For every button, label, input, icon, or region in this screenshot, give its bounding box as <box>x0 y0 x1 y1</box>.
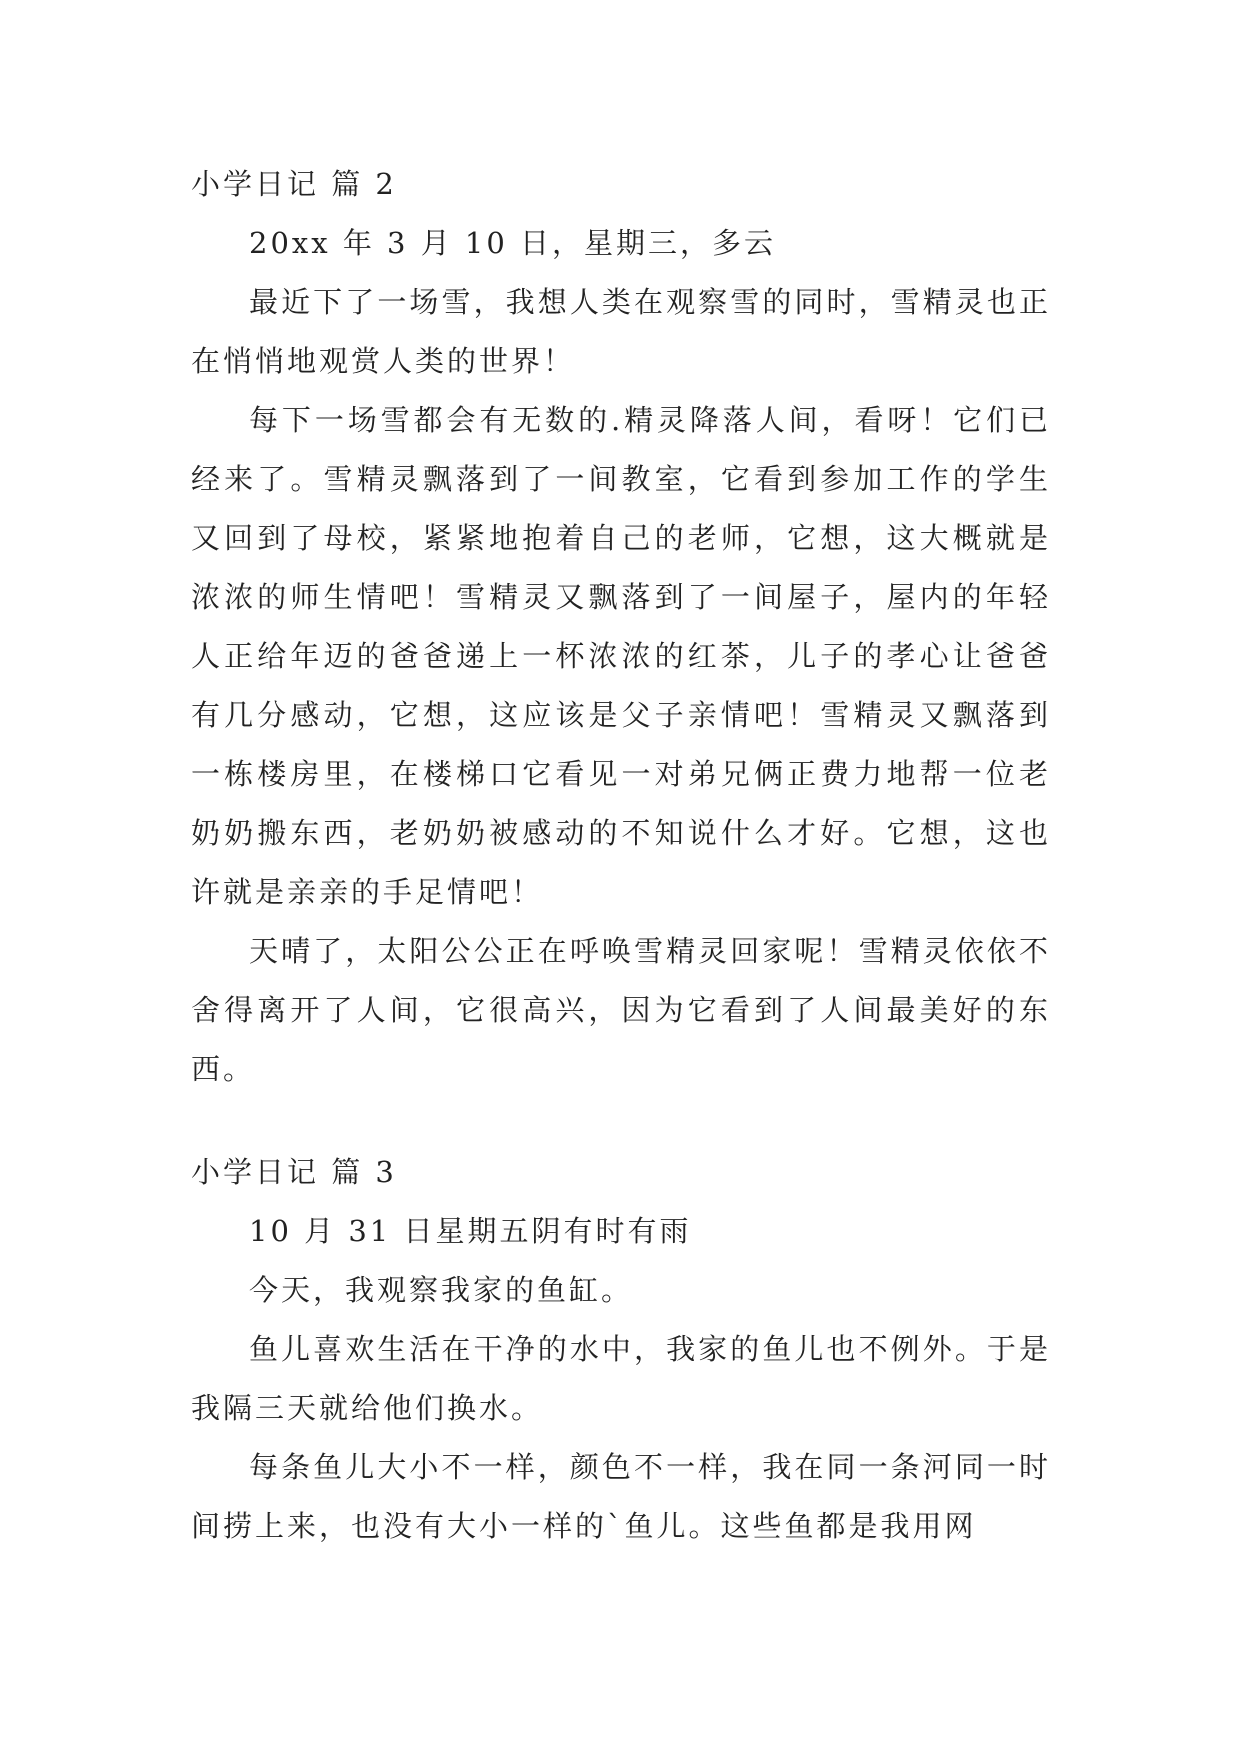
paragraph: 每下一场雪都会有无数的.精灵降落人间，看呀！它们已经来了。雪精灵飘落到了一间教室，它看到参加工作的学生又回到了母校，紧紧地抱着自己的老师，它想，这大概就是浓浓的师生情吧！雪精灵又飘落到了一间屋子，屋内的年轻人正给年迈的爸爸递上一杯浓浓的红茶，儿子的孝心让爸爸有几分感动，它想，这应该是父子亲情吧！雪精灵又飘落到一栋楼房里，在楼梯口它看见一对弟兄俩正费力地帮一位老奶奶搬东西，老奶奶被感动的不知说什么才好。它想，这也许就是亲亲的手足情吧！ <box>191 403 1051 909</box>
paragraph: 鱼儿喜欢生活在干净的水中，我家的鱼儿也不例外。于是我隔三天就给他们换水。 <box>191 1332 1051 1425</box>
paragraph: 今天，我观察我家的鱼缸。 <box>249 1273 634 1307</box>
document-body <box>191 155 1051 1556</box>
diary-entry-2 <box>191 155 1051 1099</box>
entry-date-line: 20xx 年 3 月 10 日，星期三，多云 <box>249 226 777 260</box>
paragraph: 每条鱼儿大小不一样，颜色不一样，我在同一条河同一时间捞上来，也没有大小一样的`鱼儿。这些鱼都是我用网 <box>191 1450 1051 1543</box>
entry-date-line: 10 月 31 日星期五阴有时有雨 <box>249 1214 692 1248</box>
paragraph: 最近下了一场雪，我想人类在观察雪的同时，雪精灵也正在悄悄地观赏人类的世界！ <box>191 285 1051 378</box>
entry-title: 小学日记 篇 2 <box>191 167 397 201</box>
entry-title: 小学日记 篇 3 <box>191 1155 397 1189</box>
paragraph: 天晴了，太阳公公正在呼唤雪精灵回家呢！雪精灵依依不舍得离开了人间，它很高兴，因为它看到了人间最美好的东西。 <box>191 934 1051 1086</box>
diary-entry-3 <box>191 1143 1051 1556</box>
